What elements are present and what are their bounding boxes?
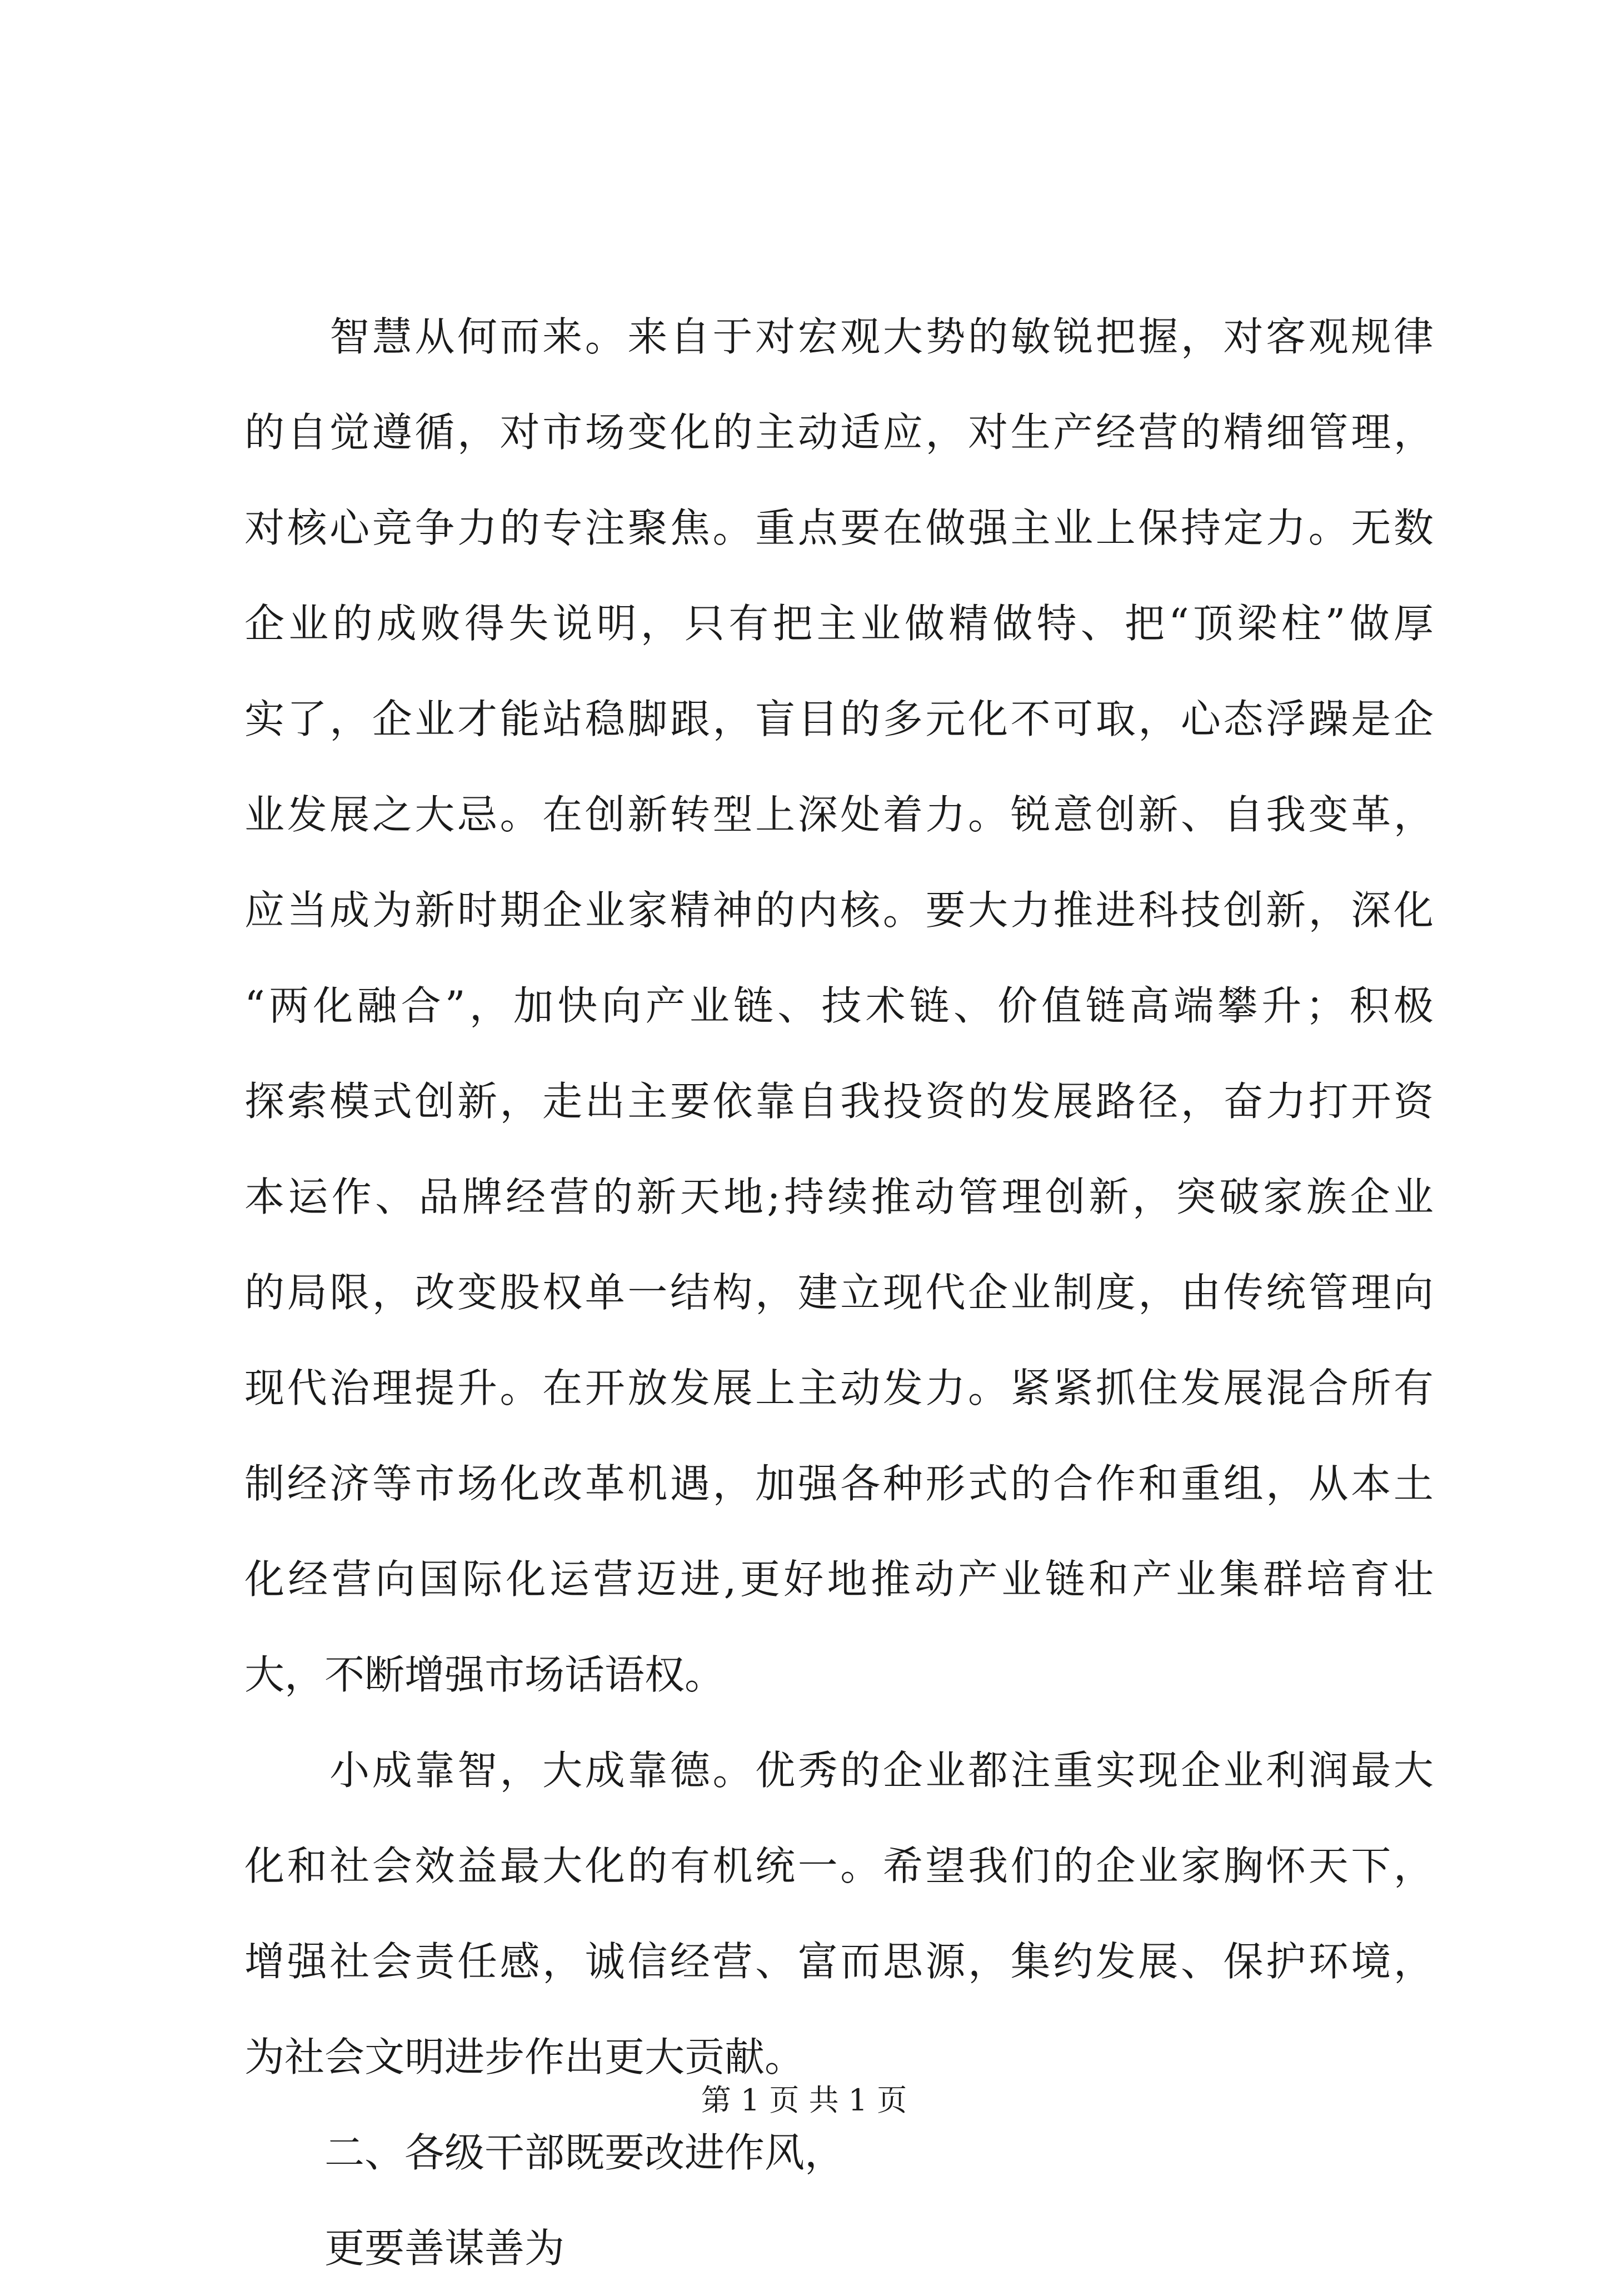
- text-line-6: 业发展之大忌。在创新转型上深处着力。锐意创新、自我变革，: [244, 791, 1434, 838]
- text-line-12: 现代治理提升。在开放发展上主动发力。紧紧抓住发展混合所有: [244, 1365, 1434, 1411]
- text-line-19: 为社会文明进步作出更大贡献。: [244, 2034, 805, 2080]
- text-line-17: 化和社会效益最大化的有机统一。希望我们的企业家胸怀天下，: [244, 1843, 1434, 1889]
- text-line-5: 实了，企业才能站稳脚跟，盲目的多元化不可取，心态浮躁是企: [244, 696, 1434, 742]
- text-line-15: 大，不断增强市场话语权。: [244, 1651, 725, 1698]
- section-heading-line-1: 二、各级干部既要改进作风，: [244, 2129, 845, 2176]
- text-line-16: 小成靠智，大成靠德。优秀的企业都注重实现企业利润最大: [244, 1747, 1434, 1794]
- text-line-4: 企业的成败得失说明，只有把主业做精做特、把“顶梁柱”做厚: [244, 600, 1434, 647]
- section-heading-line-2: 更要善谋善为: [244, 2225, 565, 2272]
- page-footer: 第 1 页 共 1 页: [701, 2083, 907, 2118]
- text-line-7: 应当成为新时期企业家精神的内核。要大力推进科技创新，深化: [244, 887, 1434, 934]
- text-line-11: 的局限，改变股权单一结构，建立现代企业制度，由传统管理向: [244, 1269, 1434, 1316]
- text-line-1: 智慧从何而来。来自于对宏观大势的敏锐把握，对客观规律: [244, 313, 1434, 360]
- text-line-3: 对核心竞争力的专注聚焦。重点要在做强主业上保持定力。无数: [244, 505, 1434, 551]
- text-line-18: 增强社会责任感，诚信经营、富而思源，集约发展、保护环境，: [244, 1938, 1434, 1985]
- text-line-14: 化经营向国际化运营迈进,更好地推动产业链和产业集群培育壮: [244, 1556, 1434, 1603]
- text-line-10: 本运作、品牌经营的新天地;持续推动管理创新，突破家族企业: [244, 1174, 1434, 1220]
- body-text: [244, 289, 1434, 2296]
- text-line-8: “两化融合”，加快向产业链、技术链、价值链高端攀升；积极: [244, 982, 1434, 1029]
- text-line-13: 制经济等市场化改革机遇，加强各种形式的合作和重组，从本土: [244, 1460, 1434, 1507]
- text-line-2: 的自觉遵循，对市场变化的主动适应，对生产经营的精细管理，: [244, 409, 1434, 456]
- text-line-9: 探索模式创新，走出主要依靠自我投资的发展路径，奋力打开资: [244, 1078, 1434, 1125]
